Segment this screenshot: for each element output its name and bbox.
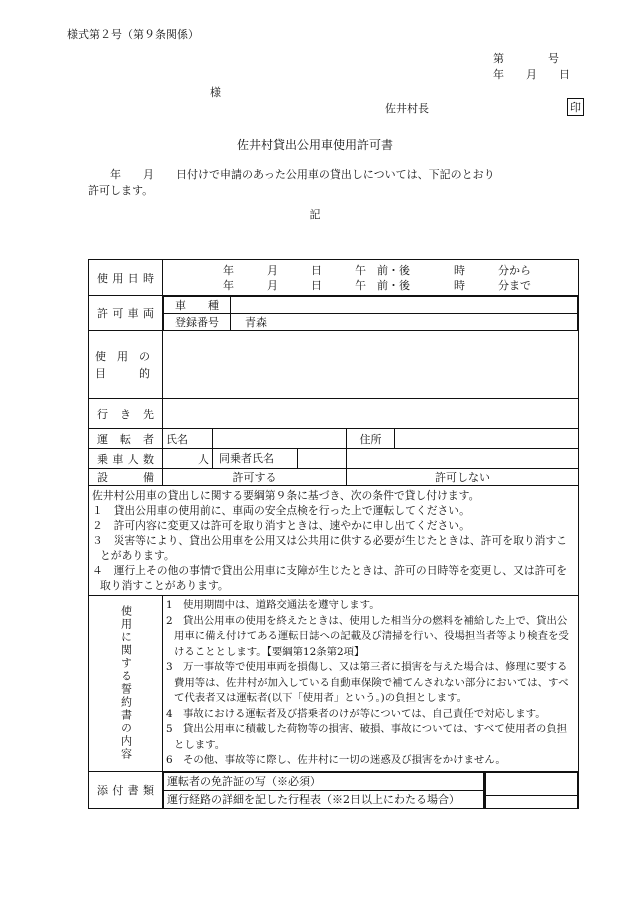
ki-marker: 記 <box>309 208 321 221</box>
issue-date: 年 月 日 <box>493 68 570 81</box>
oath-item: 4 事故における運転者及び搭乗者のけが等については、自己責任で対応します。 <box>166 707 546 720</box>
row-equipment <box>89 469 579 486</box>
destination-value[interactable] <box>163 399 579 429</box>
use-from: 年 月 日 午 前・後 時 分から <box>223 263 531 277</box>
use-datetime-label: 使用日時 <box>89 260 163 296</box>
document-number: 第 号 <box>493 52 559 65</box>
issuer: 佐井村長 <box>385 102 429 115</box>
vehicle-label: 許可車両 <box>89 296 163 331</box>
intro-line-2: 許可します。 <box>88 184 154 197</box>
oath-label: 使用に関する誓約書の内容 <box>119 605 133 762</box>
row-vehicle <box>89 296 579 331</box>
attachments-label: 添付書類 <box>89 771 163 808</box>
attachment-check[interactable] <box>486 796 578 808</box>
persons-unit[interactable]: 人 <box>163 449 213 469</box>
car-type-value[interactable] <box>231 297 578 314</box>
row-attachments <box>89 771 579 808</box>
reg-number-value[interactable]: 青森 <box>231 314 578 331</box>
condition-item: ４ 運行上その他の事情で貸出公用車に支障が生じたときは、許可の日時等を変更し、又は許可を取り消すことがあります。 <box>92 564 568 592</box>
condition-item: ３ 災害等により、貸出公用車を公用又は公共用に供する必要が生じたときは、許可を取り消すことがあります。 <box>92 534 568 562</box>
condition-item: １ 貸出公用車の使用前に、車両の安全点検を行った上で運転してください。 <box>92 504 470 517</box>
car-type-label: 車 種 <box>164 297 231 314</box>
destination-label: 行き先 <box>89 399 163 429</box>
attachment-check[interactable] <box>486 772 578 796</box>
use-to: 年 月 日 午 前・後 時 分まで <box>223 278 531 292</box>
intro-line-1: 年 月 日付けで申請のあった公用車の貸出しについては、下記のとおり <box>88 168 495 181</box>
purpose-label-1: 使 用 の <box>95 349 150 363</box>
equipment-label: 設備 <box>89 469 163 486</box>
attachment-item: 運行経路の詳細を記した行程表（※2日以上にわたる場合） <box>164 790 484 808</box>
oath-item: 6 その他、事故等に際し、佐井村に一切の迷惑及び損害をかけません。 <box>166 754 506 766</box>
companion-label: 同乗者氏名 <box>213 449 298 468</box>
row-conditions <box>89 486 579 596</box>
use-datetime-value[interactable] <box>163 260 579 296</box>
no-permit-option[interactable]: 許可しない <box>347 469 579 486</box>
oath-item: 5 貸出公用車に積載した荷物等の損害、破損、事故については、すべて使用者の負担とします。 <box>166 723 568 751</box>
row-purpose <box>89 331 579 399</box>
row-driver <box>89 429 579 449</box>
reg-number-label: 登録番号 <box>164 314 231 331</box>
condition-item: ２ 許可内容に変更又は許可を取り消すときは、速やかに申し出てください。 <box>92 519 470 532</box>
row-oath <box>89 596 579 772</box>
oath-item: 1 使用期間中は、道路交通法を遵守します。 <box>166 599 380 611</box>
driver-name-value[interactable] <box>213 429 347 449</box>
attachment-item: 運転者の免許証の写（※必須） <box>164 772 484 790</box>
row-passengers <box>89 449 579 469</box>
form-number: 様式第２号（第９条関係） <box>67 28 199 41</box>
page-title: 佐井村貸出公用車使用許可書 <box>236 138 393 152</box>
driver-address-value[interactable] <box>395 429 579 449</box>
driver-name-label: 氏名 <box>163 429 213 449</box>
row-use-datetime <box>89 260 579 296</box>
row-destination <box>89 399 579 429</box>
permit-option[interactable]: 許可する <box>163 469 347 486</box>
seal-stamp: 印 <box>567 98 584 116</box>
oath-block <box>163 596 579 772</box>
purpose-value[interactable] <box>163 331 579 399</box>
condition-intro: 佐井村公用車の貸出しに関する要綱第９条に基づき、次の条件で貸し付けます。 <box>92 489 480 502</box>
driver-address-label: 住所 <box>347 429 395 449</box>
passengers-label: 乗車人数 <box>89 449 163 469</box>
oath-item: 3 万一事故等で使用車両を損傷し、又は第三者に損害を与えた場合は、修理に要する費用等は、佐井村が加入している自動車保険で補てんされない部分においては、すべて代表者又は運転者(以下「使用者」という。)の負担とします。 <box>166 661 569 704</box>
recipient-suffix: 様 <box>210 86 221 99</box>
purpose-label-2: 目 的 <box>95 366 150 380</box>
companion-extra[interactable] <box>347 449 579 469</box>
permit-form-table <box>88 259 579 809</box>
driver-label: 運転者 <box>89 429 163 449</box>
conditions-block <box>89 486 579 596</box>
oath-item: 2 貸出公用車の使用を終えたときは、使用した相当分の燃料を補給した上で、貸出公用車に備え付けてある運転日誌への記載及び清掃を行い、役場担当者等より検査を受けることとします。【要綱第12条第2項】 <box>166 614 569 658</box>
